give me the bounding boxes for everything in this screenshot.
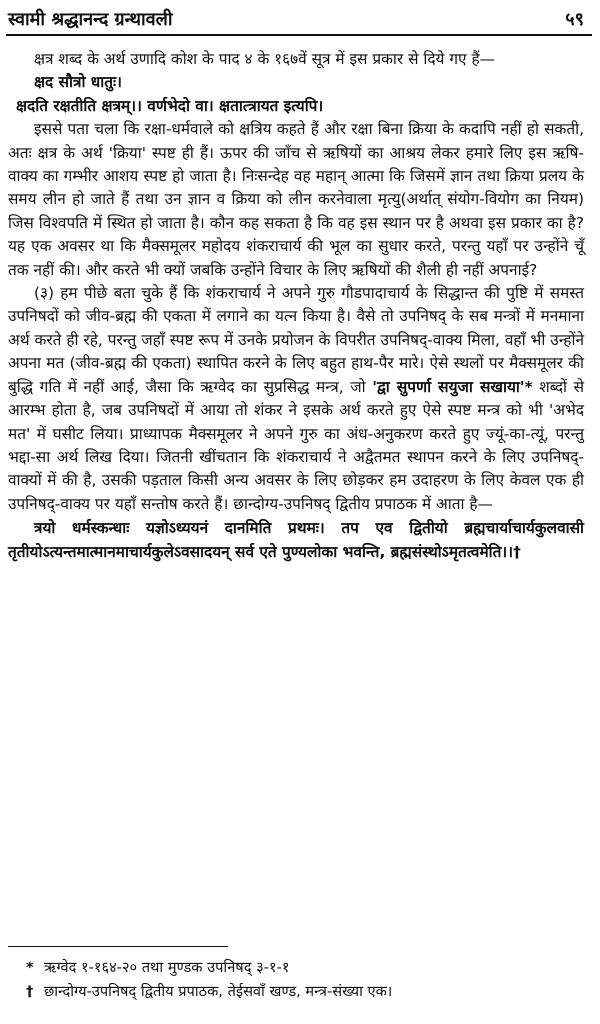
paragraph-2: इससे पता चला कि रक्षा-धर्मवाले को क्षत्रिय कहते हैं और रक्षा बिना क्रिया के कदापि नहीं हो सकती, अतः क्षत्र के अर्थ 'क्रिया' स्पष्ट ही हैं। ऊपर की जाँच से ऋषियों का आश्रय लेकर हमारे लिए इस ऋषि-वाक्य का गम्भीर आशय स्पष्ट हो जाता है। निःसन्देह वह महान् आत्मा कि जिसमें ज्ञान तथा क्रिया प्रलय के समय लीन हो जाते हैं तथा उन ज्ञान व क्रिया को लीन करनेवाला मृत्यु(अर्थात् संयोग-वियोग का नियम) जिस विश्वपति में स्थित हो जाता है। कौन कह सकता है कि वह इस स्थान पर है अथवा इस प्रकार का है? यह एक अवसर था कि मैक्समूलर महोदय शंकराचार्य की भूल का सुधार करते, परन्तु यहाँ पर उन्होंने चूँ तक नहीं की। और करते भी क्यों जबकि उन्होंने विचार के लिए ऋषियों की शैली ही नहीं अपनाई?: [8, 120, 584, 279]
footnote-1: [26, 956, 586, 980]
paragraph-3-text-b: शब्दों से आरम्भ होता है, जब उपनिषदों में आया तो शंकर ने इसके अर्थ करते हुए ऐसे स्पष्ट मन्त्र को भी 'अभेद मत' में घसीट लिया। प्राध्यापक मैक्समूलर ने अपने गुरु का अंध-अनुकरण करते हुए ज्यूं-का-त्यूं, परन्तु भद्दा-सा अर्थ लिख दिया। जितनी खींचतान कि शंकराचार्य ने अद्वैतमत स्थापन करने के लिए उपनिषद्-वाक्यों में की है, उसकी पड़ताल किसी अन्य अवसर के लिए छोड़कर हम उदाहरण के लिए केवल एक ही उपनिषद्-वाक्य पर यहाँ सन्तोष करते हैं। छान्दोग्य-उपनिषद् द्वितीय प्रपाठक में आता है—: [8, 377, 584, 513]
book-title: स्वामी श्रद्धानन्द ग्रन्थावली: [8, 9, 173, 30]
paragraph-1: क्षत्र शब्द के अर्थ उणादि कोश के पाद ४ के १६७वें सूत्र में इस प्रकार से दिये गए हैं—: [34, 50, 496, 68]
sanskrit-verse-3: [8, 516, 584, 564]
sanskrit-verse-2: क्षदति रक्षतीति क्षत्रम्।। वर्णभेदो वा। क्षतात्त्रायत इत्यपि।: [16, 96, 324, 115]
footnote-2-mark: †: [26, 983, 34, 1000]
paragraph-3: [8, 282, 584, 516]
footnote-1-mark: *: [26, 959, 34, 976]
footnote-rule: [8, 946, 228, 947]
footnote-2-text: छान्दोग्य-उपनिषद् द्वितीय प्रपाठक, तेईसवाँ खण्ड, मन्त्र-संख्या एक।: [44, 983, 393, 1000]
sanskrit-verse-1: क्षद सौत्रो धातुः।: [34, 73, 122, 92]
page-number: ५९: [565, 9, 584, 30]
mantra-quote: 'द्वा सुपर्णा सयुजा सखाया'*: [372, 377, 533, 396]
footnotes: [26, 956, 586, 1004]
sanskrit-verse-3-text: त्रयो धर्मस्कन्धाः यज्ञोऽध्ययनं दानमिति प्रथमः। तप एव द्वितीयो ब्रह्मचार्याचार्यकुलवासी तृतीयोऽत्यन्तमात्मानमाचार्यकुलेऽवसादयन् सर्व एते पुण्यलोका भवन्ति, ब्रह्मसंस्थोऽमृतत्वमेति।।: [8, 519, 584, 562]
body-text: [8, 48, 584, 564]
paragraph-3-text-a: (३) हम पीछे बता चुके हैं कि शंकराचार्य ने अपने गुरु गौडपादाचार्य के सिद्धान्त की पुष्टि में समस्त उपनिषदों को जीव-ब्रह्म की एकता में लगाने का यत्न किया है। वैसे तो उपनिषद् के सब मन्त्रों में मनमाना अर्थ करते ही रहे, परन्तु जहाँ स्पष्ट रूप में उनके प्रयोजन के विपरीत उपनिषद्-वाक्य मिला, वहाँ भी उन्होंने अपना मत (जीव-ब्रह्म की एकता) स्थापित करने के लिए बहुत हाथ-पैर मारे। ऐसे स्थलों पर मैक्समूलर की बुद्धि गति में नहीं आई, जैसा कि ऋग्वेद का सुप्रसिद्ध मन्त्र, जो: [8, 284, 584, 396]
footnote-ref-dagger: †: [513, 543, 521, 562]
running-header: [8, 6, 584, 32]
footnote-2: [26, 980, 586, 1004]
footnote-1-text: ऋग्वेद १-१६४-२० तथा मुण्डक उपनिषद् ३-१-१: [44, 959, 290, 976]
header-rule: [6, 34, 592, 36]
